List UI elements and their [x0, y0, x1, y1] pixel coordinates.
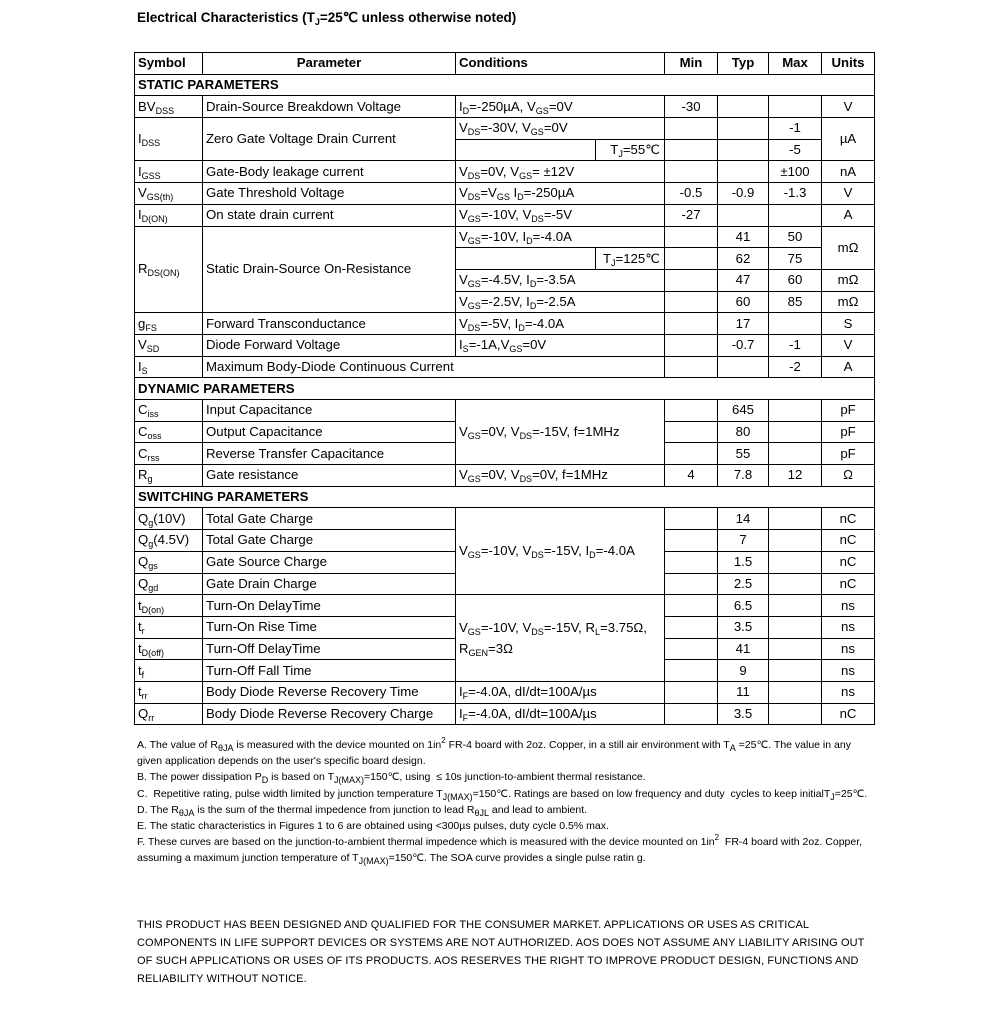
- typ-qgs: 1.5: [718, 551, 769, 573]
- cond-qrr: $I_F=-4.0A$, dI/dt=100A/µs: [456, 703, 665, 725]
- max-idss-2: -5: [769, 139, 822, 161]
- unit-idss: µA: [822, 118, 875, 161]
- symbol-qgs: $Q_{gs}$: [135, 551, 203, 573]
- unit-trr: ns: [822, 681, 875, 703]
- max-is: -2: [769, 356, 822, 378]
- cond-bvdss: $I_D=-250\mu A$, $V_{GS}=0V$: [456, 96, 665, 118]
- table-row-gfs: [135, 313, 875, 335]
- symbol-tf: $t_f$: [135, 660, 203, 682]
- param-trr: Body Diode Reverse Recovery Time: [203, 681, 456, 703]
- unit-tdon: ns: [822, 595, 875, 617]
- typ-ciss: 645: [718, 400, 769, 422]
- footnotes: [137, 737, 877, 867]
- param-tf: Turn-Off Fall Time: [203, 660, 456, 682]
- tj-idss: $T_J=55℃$: [596, 139, 665, 161]
- unit-tf: ns: [822, 660, 875, 682]
- max-idss-1: -1: [769, 118, 822, 140]
- typ-gfs: 17: [718, 313, 769, 335]
- symbol-trr: $t_{rr}$: [135, 681, 203, 703]
- symbol-qg10: $Q_g(10V)$: [135, 508, 203, 530]
- param-ciss: Input Capacitance: [203, 400, 456, 422]
- typ-tdoff: 41: [718, 638, 769, 660]
- param-qgs: Gate Source Charge: [203, 551, 456, 573]
- header-row: [135, 53, 875, 75]
- cond-idon: $V_{GS}=-10V$, $V_{DS}=-5V$: [456, 204, 665, 226]
- symbol-idon: $I_{D(ON)}$: [135, 204, 203, 226]
- param-igss: Gate-Body leakage current: [203, 161, 456, 183]
- tj-rdson: $T_J=125℃$: [596, 248, 665, 270]
- table-row-vgsth: [135, 183, 875, 205]
- symbol-tdoff: $t_{D(off)}$: [135, 638, 203, 660]
- param-tdon: Turn-On DelayTime: [203, 595, 456, 617]
- param-vsd: Diode Forward Voltage: [203, 334, 456, 356]
- param-idon: On state drain current: [203, 204, 456, 226]
- max-rg: 12: [769, 465, 822, 487]
- table-row-rdson: [135, 226, 875, 248]
- max-vsd: -1: [769, 334, 822, 356]
- max-rdson-2: 75: [769, 248, 822, 270]
- unit-idon: A: [822, 204, 875, 226]
- param-qrr: Body Diode Reverse Recovery Charge: [203, 703, 456, 725]
- unit-rg: Ω: [822, 465, 875, 487]
- header-parameter: Parameter: [203, 53, 456, 75]
- typ-vgsth: -0.9: [718, 183, 769, 205]
- unit-rdson-1: mΩ: [822, 226, 875, 269]
- table-row-qg10: [135, 508, 875, 530]
- symbol-rg: $R_g$: [135, 465, 203, 487]
- typ-rdson-3: 47: [718, 269, 769, 291]
- min-idon: -27: [665, 204, 718, 226]
- typ-tdon: 6.5: [718, 595, 769, 617]
- typ-qg10: 14: [718, 508, 769, 530]
- cond-igss: $V_{DS}=0V$, $V_{GS}= \pm 12V$: [456, 161, 665, 183]
- unit-rdson-3: mΩ: [822, 269, 875, 291]
- symbol-bvdss: $BV_{DSS}$: [135, 96, 203, 118]
- header-units: Units: [822, 53, 875, 75]
- note-f: F. These curves are based on the junction-to-ambient thermal impedence which is measured with the device mounted on $1in^2$ FR-4 board with 2oz. Copper, assuming a maximum junction temperature of $T_{J(MAX)}=150℃$. The SOA curve provides a single pulse ratin g.: [137, 833, 863, 867]
- typ-vsd: -0.7: [718, 334, 769, 356]
- note-a: A. The value of $R_{\theta JA}$ is measured with the device mounted on $1in^2$ FR-4 board with 2oz. Copper, in a still air environment with $T_A$ =25℃. The value in any given application depends on the user's specific board design.: [137, 736, 851, 768]
- max-rdson-4: 85: [769, 291, 822, 313]
- symbol-rdson: $R_{DS(ON)}$: [135, 226, 203, 313]
- electrical-characteristics-table: [134, 52, 875, 725]
- param-crss: Reverse Transfer Capacitance: [203, 443, 456, 465]
- typ-qg45: 7: [718, 530, 769, 552]
- param-qg10: Total Gate Charge: [203, 508, 456, 530]
- typ-rg: 7.8: [718, 465, 769, 487]
- table-row-idss: [135, 118, 875, 140]
- cond-switching: $V_{GS}=-10V$, $V_{DS}=-15V$, $R_L=3.75\Omega$, $R_{GEN}=3\Omega$: [456, 595, 665, 682]
- cond-charge: $V_{GS}=-10V$, $V_{DS}=-15V$, $I_D=-4.0A$: [456, 508, 665, 595]
- symbol-crss: $C_{rss}$: [135, 443, 203, 465]
- symbol-vgsth: $V_{GS(th)}$: [135, 183, 203, 205]
- cond-rdson-1: $V_{GS}=-10V$, $I_D=-4.0A$: [456, 226, 665, 248]
- table-row-igss: [135, 161, 875, 183]
- unit-qg10: nC: [822, 508, 875, 530]
- unit-rdson-4: mΩ: [822, 291, 875, 313]
- symbol-is: $I_S$: [135, 356, 203, 378]
- symbol-qgd: $Q_{gd}$: [135, 573, 203, 595]
- unit-is: A: [822, 356, 875, 378]
- symbol-tdon: $t_{D(on)}$: [135, 595, 203, 617]
- cond-capacitance: $V_{GS}=0V$, $V_{DS}=-15V$, f=1MHz: [456, 400, 665, 465]
- table-row-bvdss: [135, 96, 875, 118]
- param-vgsth: Gate Threshold Voltage: [203, 183, 456, 205]
- param-tdoff: Turn-Off DelayTime: [203, 638, 456, 660]
- unit-coss: pF: [822, 421, 875, 443]
- min-vgsth: -0.5: [665, 183, 718, 205]
- table-row-rg: [135, 465, 875, 487]
- unit-vsd: V: [822, 334, 875, 356]
- symbol-gfs: $g_{FS}$: [135, 313, 203, 335]
- typ-rdson-4: 60: [718, 291, 769, 313]
- section-dynamic: DYNAMIC PARAMETERS: [135, 378, 875, 400]
- cond-rdson-3: $V_{GS}=-4.5V$, $I_D=-3.5A$: [456, 269, 665, 291]
- unit-qgd: nC: [822, 573, 875, 595]
- cond-idss: $V_{DS}=-30V$, $V_{GS}=0V$: [456, 118, 665, 140]
- section-static: STATIC PARAMETERS: [135, 74, 875, 96]
- typ-tr: 3.5: [718, 616, 769, 638]
- unit-qgs: nC: [822, 551, 875, 573]
- section-switching: SWITCHING PARAMETERS: [135, 486, 875, 508]
- typ-qgd: 2.5: [718, 573, 769, 595]
- param-tr: Turn-On Rise Time: [203, 616, 456, 638]
- unit-qrr: nC: [822, 703, 875, 725]
- typ-rdson-1: 41: [718, 226, 769, 248]
- param-is: Maximum Body-Diode Continuous Current: [203, 356, 665, 378]
- note-e: E. The static characteristics in Figures 1 to 6 are obtained using <300µs pulses, duty cycle 0.5% max.: [137, 820, 609, 833]
- unit-tr: ns: [822, 616, 875, 638]
- symbol-tr: $t_r$: [135, 616, 203, 638]
- table-row-trr: [135, 681, 875, 703]
- param-bvdss: Drain-Source Breakdown Voltage: [203, 96, 456, 118]
- param-coss: Output Capacitance: [203, 421, 456, 443]
- typ-coss: 80: [718, 421, 769, 443]
- symbol-ciss: $C_{iss}$: [135, 400, 203, 422]
- table-row-idon: [135, 204, 875, 226]
- table-row-is: [135, 356, 875, 378]
- table-row-vsd: [135, 334, 875, 356]
- param-gfs: Forward Transconductance: [203, 313, 456, 335]
- symbol-vsd: $V_{SD}$: [135, 334, 203, 356]
- header-max: Max: [769, 53, 822, 75]
- page-title: Electrical Characteristics ($T_J=25℃$ unless otherwise noted): [137, 10, 517, 27]
- typ-qrr: 3.5: [718, 703, 769, 725]
- symbol-qrr: $Q_{rr}$: [135, 703, 203, 725]
- unit-igss: nA: [822, 161, 875, 183]
- max-rdson-3: 60: [769, 269, 822, 291]
- note-b: B. The power dissipation $P_D$ is based on $T_{J(MAX)}=150℃$, using ≤ 10s junction-to-ambient thermal resistance.: [137, 771, 646, 786]
- note-d: D. The $R_{\theta JA}$ is the sum of the thermal impedence from junction to lead $R_{\theta JL}$ and lead to ambient.: [137, 803, 588, 818]
- symbol-idss: $I_{DSS}$: [135, 118, 203, 161]
- typ-tf: 9: [718, 660, 769, 682]
- typ-trr: 11: [718, 681, 769, 703]
- min-rg: 4: [665, 465, 718, 487]
- cond-vsd: $I_S=-1A,V_{GS}=0V$: [456, 334, 665, 356]
- max-vgsth: -1.3: [769, 183, 822, 205]
- disclaimer: THIS PRODUCT HAS BEEN DESIGNED AND QUALIFIED FOR THE CONSUMER MARKET. APPLICATIONS OR USES AS CRITICAL COMPONENTS IN LIFE SUPPORT DEVICES OR SYSTEMS ARE NOT AUTHORIZED. AOS DOES NOT ASSUME ANY LIABILITY ARISING OUT OF SUCH APPLICATIONS OR USES OF ITS PRODUCTS. AOS RESERVES THE RIGHT TO IMPROVE PRODUCT DESIGN, FUNCTIONS AND RELIABILITY WITHOUT NOTICE.: [137, 919, 865, 985]
- param-qg45: Total Gate Charge: [203, 530, 456, 552]
- param-idss: Zero Gate Voltage Drain Current: [203, 118, 456, 161]
- note-c: C. Repetitive rating, pulse width limited by junction temperature $T_{J(MAX)}=150℃$. Ratings are based on low frequency and duty cycles to keep initialT$_J$=25℃.: [137, 787, 868, 802]
- cond-trr: $I_F=-4.0A$, dI/dt=100A/µs: [456, 681, 665, 703]
- max-igss: ±100: [769, 161, 822, 183]
- table-row-tdon: [135, 595, 875, 617]
- cond-rdson-4: $V_{GS}=-2.5V$, $I_D=-2.5A$: [456, 291, 665, 313]
- param-rdson: Static Drain-Source On-Resistance: [203, 226, 456, 313]
- table-row-ciss: [135, 400, 875, 422]
- cond-rg: $V_{GS}=0V$, $V_{DS}=0V$, f=1MHz: [456, 465, 665, 487]
- typ-rdson-2: 62: [718, 248, 769, 270]
- symbol-igss: $I_{GSS}$: [135, 161, 203, 183]
- header-typ: Typ: [718, 53, 769, 75]
- min-bvdss: -30: [665, 96, 718, 118]
- unit-crss: pF: [822, 443, 875, 465]
- unit-ciss: pF: [822, 400, 875, 422]
- unit-qg45: nC: [822, 530, 875, 552]
- header-conditions: Conditions: [456, 53, 665, 75]
- header-symbol: Symbol: [135, 53, 203, 75]
- symbol-qg45: $Q_g(4.5V)$: [135, 530, 203, 552]
- cond-gfs: $V_{DS}=-5V$, $I_D=-4.0A$: [456, 313, 665, 335]
- max-rdson-1: 50: [769, 226, 822, 248]
- table-row-qrr: [135, 703, 875, 725]
- cond-vgsth: $V_{DS}=V_{GS}$ $I_D=-250\mu A$: [456, 183, 665, 205]
- unit-tdoff: ns: [822, 638, 875, 660]
- param-rg: Gate resistance: [203, 465, 456, 487]
- param-qgd: Gate Drain Charge: [203, 573, 456, 595]
- unit-gfs: S: [822, 313, 875, 335]
- unit-bvdss: V: [822, 96, 875, 118]
- typ-crss: 55: [718, 443, 769, 465]
- unit-vgsth: V: [822, 183, 875, 205]
- header-min: Min: [665, 53, 718, 75]
- symbol-coss: $C_{oss}$: [135, 421, 203, 443]
